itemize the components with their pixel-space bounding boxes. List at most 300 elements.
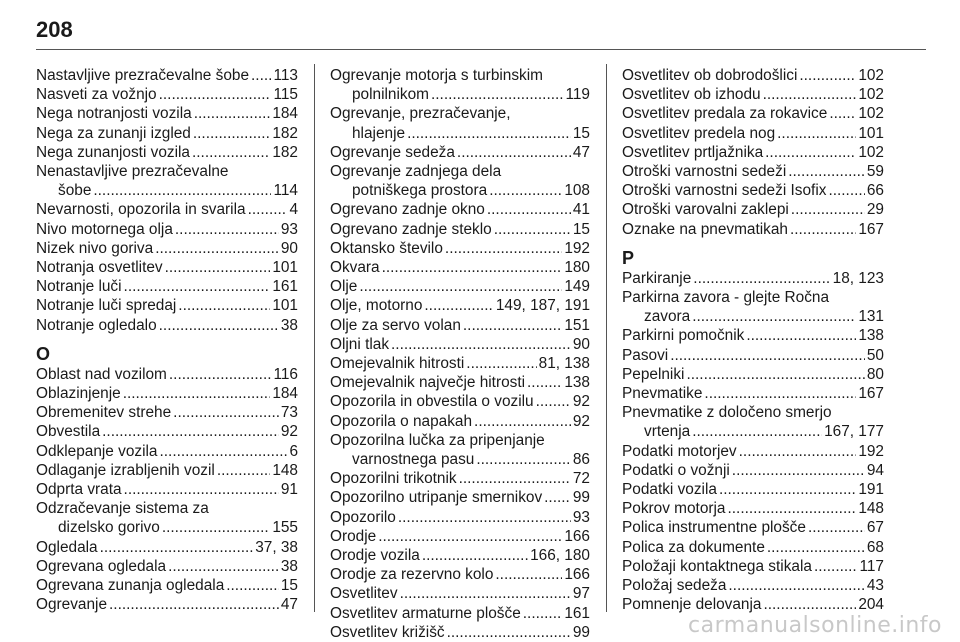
leader-dots [445,239,562,258]
index-entry-page[interactable]: 101 [858,124,884,142]
index-entry-term: Odklepanje vozila [36,442,158,460]
index-entry [330,546,590,565]
leader-dots [763,595,856,614]
index-entry-term: Nega zunanjosti vozila [36,143,190,161]
index-entry [622,538,884,557]
index-entry-term: Oktansko število [330,239,443,257]
index-entry-term: Nega notranjosti vozila [36,105,192,123]
leader-dots [767,538,865,557]
index-entry-term: Položaj sedeža [622,577,727,595]
leader-dots [686,365,864,384]
index-entry-page[interactable]: 50 [866,346,884,364]
index-entry-term: Notranja osvetlitev [36,259,163,277]
index-entry [330,143,590,162]
leader-dots [489,181,562,200]
index-entry-page[interactable]: 4 [289,201,298,219]
index-entry-term: Odzračevanje sistema za [36,500,209,518]
index-entry [36,365,298,384]
index-entry-page[interactable]: 92 [572,393,590,411]
index-entry-term: Pomnenje delovanja [622,596,762,614]
leader-dots [808,518,865,537]
index-entry-term: Pepelniki [622,365,685,383]
index-entry-term: Parkirni pomočnik [622,327,745,345]
index-entry [622,143,884,162]
leader-dots [692,307,856,326]
index-entry [36,200,298,219]
index-entry-page[interactable]: 73 [280,404,298,422]
index-entry-page[interactable]: 59 [866,163,884,181]
index-column-2 [330,66,590,641]
index-entry [330,623,590,642]
leader-dots [732,461,865,480]
index-entry-term: Odprta vrata [36,481,122,499]
leader-dots [400,584,571,603]
leader-dots [670,346,865,365]
index-entry-page[interactable]: 15 [572,220,590,238]
leader-dots [93,181,271,200]
index-entry-page[interactable]: 93 [280,220,298,238]
index-entry [622,288,884,326]
index-entry-page[interactable]: 80 [866,365,884,383]
index-entry [36,538,298,557]
index-entry-term: Ogrevanje zadnjega dela [330,163,502,181]
index-entry [330,239,590,258]
index-entry [330,258,590,277]
index-entry-term: Oblast nad vozilom [36,365,167,383]
index-entry [36,296,298,315]
leader-dots [168,557,279,576]
index-entry [36,277,298,296]
index-entry-page[interactable]: 149, 187, 191 [495,297,590,315]
index-entry-page[interactable]: 192 [564,239,590,257]
index-entry-page[interactable]: 90 [280,239,298,257]
index-entry [330,488,590,507]
leader-dots [459,469,571,488]
index-entry-term: Nenastavljive prezračevalne [36,163,229,181]
index-entry-page[interactable]: 91 [280,481,298,499]
index-entry-page[interactable]: 102 [858,143,884,161]
index-entry [330,335,590,354]
leader-dots [194,104,271,123]
leader-dots [692,422,822,441]
index-entry-term: Osvetlitev križišč [330,623,445,641]
index-entry-page[interactable]: 182 [272,143,298,161]
index-entry [330,431,590,469]
index-entry-page[interactable]: 115 [273,86,298,104]
index-entry-term: Omejevalnik hitrosti [330,355,465,373]
leader-dots [777,124,856,143]
index-entry-term: potniškega prostora [352,182,488,200]
leader-dots [457,143,571,162]
index-entry-term: Podatki o vožnji [622,461,730,479]
index-entry [330,220,590,239]
index-letter-heading: P [622,247,635,268]
index-entry-page[interactable]: 81, 138 [538,355,590,373]
index-entry-term: Oljni tlak [330,335,390,353]
index-entry-page[interactable]: 155 [272,519,298,537]
index-entry-page[interactable]: 151 [564,316,590,334]
index-entry-page[interactable]: 108 [564,182,590,200]
index-entry-term: Notranje luči spredaj [36,297,177,315]
index-entry-page[interactable]: 184 [272,385,298,403]
index-entry-term: Nivo motornega olja [36,220,173,238]
index-entry-term: hlajenje [352,124,406,142]
index-entry-page[interactable]: 92 [572,412,590,430]
leader-dots [175,220,279,239]
leader-dots [763,85,857,104]
index-entry-page[interactable]: 116 [273,365,298,383]
index-entry-term: Oblazinjenje [36,385,121,403]
leader-dots [391,335,571,354]
index-entry [622,403,884,441]
index-entry-page[interactable]: 166 [564,527,590,545]
index-entry-page[interactable]: 131 [858,308,884,326]
index-entry [622,124,884,143]
index-entry-page[interactable]: 167 [858,220,884,238]
leader-dots [829,104,856,123]
leader-dots [739,442,857,461]
index-entry [622,326,884,345]
index-entry [36,66,298,85]
leader-dots [431,85,563,104]
leader-dots [102,422,279,441]
index-entry [622,365,884,384]
index-entry-term: Osvetlitev armaturne plošče [330,604,521,622]
index-entry-term: Oznake na pnevmatikah [622,220,788,238]
index-entry [330,354,590,373]
index-entry-term: Opozorila in obvestila o vozilu [330,393,534,411]
index-entry-term: Notranje luči [36,278,122,296]
index-entry-page[interactable]: 97 [572,585,590,603]
index-entry-page[interactable]: 113 [273,67,298,84]
index-entry-page[interactable]: 15 [280,577,298,595]
index-entry-term: Opozorilno utripanje smernikov [330,489,543,507]
leader-dots [544,488,571,507]
index-entry-page[interactable]: 149 [564,278,590,296]
index-entry-page[interactable]: 102 [858,67,884,84]
index-entry-page[interactable]: 166, 180 [530,547,590,565]
index-entry-term: Pnevmatike [622,385,703,403]
index-entry-page[interactable]: 90 [572,335,590,353]
index-entry [622,499,884,518]
index-entry-term: Parkirna zavora - glejte Ročna [622,289,830,307]
index-entry-page[interactable]: 38 [280,316,298,334]
index-entry [622,384,884,403]
leader-dots [378,527,562,546]
index-entry [36,85,298,104]
leader-dots [159,85,272,104]
leader-dots [814,557,858,576]
index-entry [330,200,590,219]
leader-dots [251,66,271,85]
leader-dots [407,124,571,143]
index-entry-term: Ogrevanje, prezračevanje, [330,105,511,123]
index-entry-page[interactable]: 204 [858,596,884,614]
index-entry [36,576,298,595]
index-entry-term: Notranje ogledalo [36,316,157,334]
index-entry [622,442,884,461]
index-entry-term: Položaji kontaktnega stikala [622,557,812,575]
leader-dots [536,392,571,411]
leader-dots [704,384,856,403]
index-entry-page[interactable]: 99 [572,623,590,641]
index-entry [36,480,298,499]
index-entry-term: Osvetlitev prtljažnika [622,143,764,161]
index-column-1 [36,66,298,614]
leader-dots [382,258,563,277]
index-entry-term: Podatki motorjev [622,442,737,460]
watermark: carmanualsonline.info [688,613,942,638]
index-entry-term: Polica za dokumente [622,538,765,556]
index-entry [330,296,590,315]
index-entry-term: zavora [644,308,691,326]
index-entry-page[interactable]: 29 [866,201,884,219]
index-entry-term: polnilnikom [352,86,429,104]
leader-dots [100,538,254,557]
index-entry-term: Obvestila [36,423,101,441]
leader-dots [178,296,270,315]
index-entry-term: Nevarnosti, opozorila in svarila [36,201,246,219]
leader-dots [165,258,271,277]
index-entry-page[interactable]: 66 [866,182,884,200]
leader-dots [162,518,271,537]
index-entry [622,557,884,576]
leader-dots [109,595,279,614]
index-entry-term: Osvetlitev predela nog [622,124,776,142]
index-entry [330,277,590,296]
index-entry-page[interactable]: 114 [273,182,298,200]
index-entry-page[interactable]: 102 [858,105,884,123]
index-entry-term: šobe [58,182,92,200]
index-entry [330,565,590,584]
index-entry-term: Otroški varnostni sedeži Isofix [622,182,827,200]
index-entry-page[interactable]: 101 [272,297,298,315]
index-entry-term: Otroški varovalni zaklepi [622,201,789,219]
leader-dots [476,450,571,469]
index-entry [622,200,884,219]
index-entry [622,518,884,537]
index-entry [36,461,298,480]
index-entry-page[interactable]: 138 [858,327,884,345]
leader-dots [217,461,271,480]
index-entry [622,269,884,288]
index-entry-page[interactable]: 148 [272,461,298,479]
leader-dots [169,365,272,384]
leader-dots [447,623,571,642]
index-entry-page[interactable]: 41 [572,201,590,219]
index-entry-page[interactable]: 161 [564,604,590,622]
index-entry [330,162,590,200]
index-entry-page[interactable]: 138 [564,374,590,392]
index-entry-page[interactable]: 47 [572,143,590,161]
leader-dots [523,604,563,623]
index-entry-page[interactable]: 15 [572,124,590,142]
leader-dots [359,277,562,296]
index-entry [622,220,884,239]
column-divider [314,64,315,612]
index-entry [36,442,298,461]
index-entry-term: Polica instrumentne plošče [622,519,806,537]
index-entry [36,384,298,403]
leader-dots [226,576,279,595]
index-entry-page[interactable]: 6 [289,442,298,460]
index-entry-page[interactable]: 18, 123 [832,269,884,287]
leader-dots [746,326,856,345]
page-number: 208 [36,17,73,42]
leader-dots [193,124,270,143]
index-column-3 [622,66,884,614]
index-entry [36,422,298,441]
index-entry-term: Parkiranje [622,269,692,287]
index-entry [622,66,884,85]
index-entry [622,162,884,181]
index-entry-term: dizelsko gorivo [58,519,160,537]
leader-dots [160,442,288,461]
leader-dots [474,412,571,431]
leader-dots [494,220,571,239]
index-entry-term: Nasveti za vožnjo [36,86,157,104]
index-entry-page[interactable]: 86 [572,451,590,469]
index-entry-term: Olje [330,278,358,296]
index-entry-term: Ogrevano zadnje okno [330,201,485,219]
leader-dots [466,354,536,373]
index-entry-page[interactable]: 101 [272,259,298,277]
index-entry-page[interactable]: 166 [564,566,590,584]
index-entry-page[interactable]: 191 [858,481,884,499]
index-entry-term: Osvetlitev ob izhodu [622,86,761,104]
index-entry-page[interactable]: 47 [280,596,298,614]
leader-dots [828,181,864,200]
index-entry-term: Osvetlitev ob dobrodošlici [622,67,798,84]
index-entry-term: Otroški varnostni sedeži [622,163,787,181]
leader-dots [424,296,493,315]
column-divider [606,64,607,612]
leader-dots [463,316,562,335]
index-entry [330,373,590,392]
index-entry [622,461,884,480]
leader-dots [248,200,288,219]
leader-dots [765,143,856,162]
index-entry-page[interactable]: 93 [572,508,590,526]
leader-dots [527,373,562,392]
index-entry-term: Pasovi [622,346,669,364]
index-letter-heading: O [36,343,51,364]
index-entry [622,181,884,200]
header-rule [36,49,926,50]
index-entry [36,258,298,277]
index-entry-page[interactable]: 192 [858,442,884,460]
index-entry-term: varnostnega pasu [352,451,475,469]
index-entry-page[interactable]: 117 [859,557,884,575]
index-entry [36,403,298,422]
index-entry-term: Ogrevana ogledala [36,557,167,575]
index-entry [36,595,298,614]
index-entry-page[interactable]: 72 [572,470,590,488]
index-entry-page[interactable]: 68 [866,538,884,556]
leader-dots [728,576,864,595]
index-entry-term: Olje, motorno [330,297,423,315]
index-entry-term: Orodje za rezervno kolo [330,566,494,584]
leader-dots [173,403,279,422]
index-entry-page[interactable]: 67 [866,519,884,537]
index-entry-page[interactable]: 38 [280,557,298,575]
index-entry [330,392,590,411]
index-entry-page[interactable]: 148 [858,500,884,518]
index-entry-term: Nega za zunanji izgled [36,124,191,142]
index-entry-page[interactable]: 119 [565,86,590,104]
leader-dots [791,200,865,219]
index-entry [36,316,298,335]
index-entry [36,220,298,239]
leader-dots [495,565,562,584]
leader-dots [693,269,830,288]
index-entry [36,557,298,576]
index-entry [622,346,884,365]
index-entry-term: Ogrevanje motorja s turbinskim [330,67,543,84]
index-entry [330,604,590,623]
index-entry [330,66,590,104]
index-entry-page[interactable]: 43 [866,577,884,595]
index-entry [622,85,884,104]
index-entry-term: Opozorilo [330,508,396,526]
leader-dots [422,546,528,565]
index-entry-page[interactable]: 167, 177 [824,423,884,441]
index-entry-term: Olje za servo volan [330,316,461,334]
index-entry-page[interactable]: 92 [280,423,298,441]
index-entry [330,508,590,527]
index-entry-term: Obremenitev strehe [36,404,172,422]
index-entry [36,162,298,200]
leader-dots [155,239,279,258]
index-entry-term: Orodje vozila [330,547,420,565]
index-entry-page[interactable]: 184 [272,105,298,123]
index-entry-term: Nizek nivo goriva [36,239,154,257]
index-entry-page[interactable]: 94 [866,461,884,479]
index-entry-term: Nastavljive prezračevalne šobe [36,67,250,84]
index-entry-page[interactable]: 99 [572,489,590,507]
index-entry-term: vrtenja [644,423,691,441]
index-entry-term: Opozorila o napakah [330,412,473,430]
leader-dots [192,143,270,162]
index-entry [36,143,298,162]
index-entry-term: Podatki vozila [622,481,717,499]
index-entry [330,469,590,488]
index-entry-page[interactable]: 180 [564,259,590,277]
index-entry-page[interactable]: 167 [858,385,884,403]
leader-dots [124,277,271,296]
leader-dots [788,162,865,181]
index-entry-page[interactable]: 102 [858,86,884,104]
index-entry-term: Pnevmatike z določeno smerjo [622,404,832,422]
index-entry [330,316,590,335]
index-entry-term: Orodje [330,527,377,545]
index-entry-term: Opozorilna lučka za pripenjanje [330,431,545,449]
index-entry-term: Ogrevanje [36,596,108,614]
index-entry [622,595,884,614]
index-entry-page[interactable]: 182 [272,124,298,142]
leader-dots [719,480,856,499]
index-entry [330,104,590,142]
leader-dots [799,66,856,85]
index-entry-page[interactable]: 37, 38 [255,538,298,556]
index-entry [330,584,590,603]
index-entry [36,239,298,258]
index-entry-term: Ogledala [36,538,98,556]
index-entry [36,499,298,537]
index-entry-term: Osvetlitev predala za rokavice [622,105,828,123]
index-entry-term: Okvara [330,259,380,277]
index-entry-page[interactable]: 161 [272,278,298,296]
